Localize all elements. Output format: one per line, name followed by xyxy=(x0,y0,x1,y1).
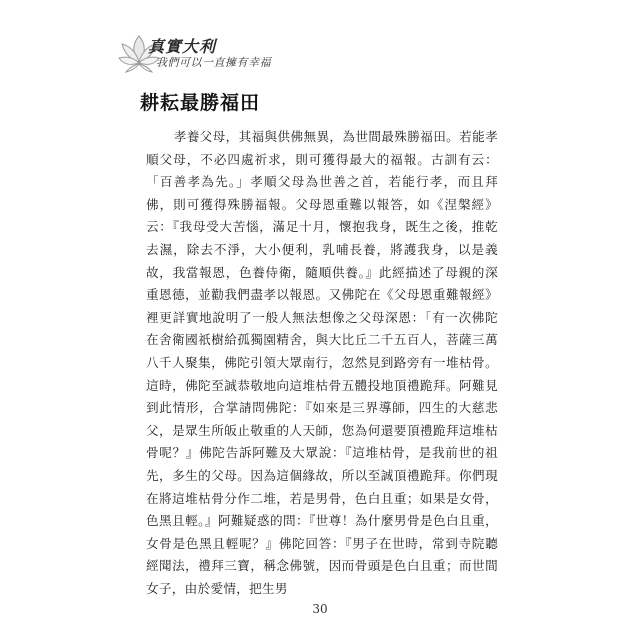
running-header xyxy=(118,34,298,74)
body-paragraph: 孝養父母，其福與供佛無異，為世間最殊勝福田。若能孝順父母，不必四處祈求，則可獲得最大的福報。古訓有云：「百善孝為先。」孝順父母為世善之首，若能行孝，而且拜佛，則可獲得殊勝福報。父母恩重難以報答，如《涅槃經》云：『我母受大苦惱，滿足十月，懷抱我身，既生之後，推乾去濕，除去不淨，大小便利，乳哺長養，將護我身，以是義故，我當報恩，色養侍衛，隨順供養。』此經描述了母親的深重恩德，並勸我們盡孝以報恩。又佛陀在《父母恩重難報經》裡更詳實地說明了一般人無法想像之父母深恩：「有一次佛陀在舍衛國祇樹給孤獨園精舍，與大比丘二千五百人，菩薩三萬八千人聚集，佛陀引領大眾南行，忽然見到路旁有一堆枯骨。這時，佛陀至誠恭敬地向這堆枯骨五體投地頂禮跪拜。阿難見到此情形，合掌請問佛陀：『如來是三界導師，四生的大慈悲父，是眾生所皈止敬重的人天師，您為何還要頂禮跪拜這堆枯骨呢？』佛陀告訴阿難及大眾說：『這堆枯骨，是我前世的祖先，多生的父母。因為這個緣故，所以至誠頂禮跪拜。你們現在將這堆枯骨分作二堆，若是男骨，色白且重；如果是女骨，色黑且輕。』阿難疑惑的問：『世尊！為什麼男骨是色白且重，女骨是色黑且輕呢？』佛陀回答：『男子在世時，常到寺院聽經聞法，禮拜三寶，稱念佛號，因而骨頭是色白且重；而世間女子，由於愛情，把生男 xyxy=(146,129,498,596)
book-subtitle: 我們可以一直擁有幸福 xyxy=(156,56,271,69)
section-title: 耕耘最勝福田 xyxy=(140,92,261,114)
book-title: 真實大利 xyxy=(148,37,217,56)
body-text xyxy=(146,126,498,600)
page-number: 30 xyxy=(312,602,328,616)
